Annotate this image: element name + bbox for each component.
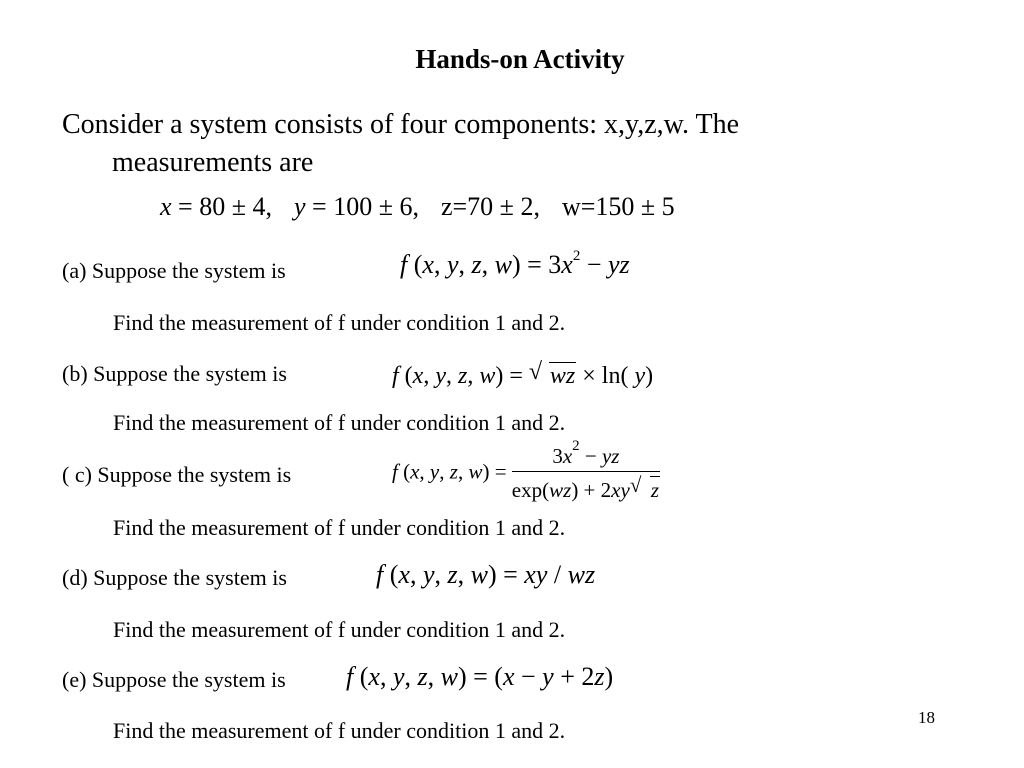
- part-d-label: (d) Suppose the system is: [62, 565, 287, 590]
- part-b-instruction: Find the measurement of f under condition 1 and 2.: [113, 410, 566, 435]
- slide-title: Hands-on Activity: [415, 44, 625, 74]
- part-c-formula: f (x, y, z, w) = $3x^2$ − yz exp(wz) + 2xy √ z: [392, 438, 659, 502]
- part-c-instruction: Find the measurement of f under condition 1 and 2.: [113, 515, 566, 540]
- part-e-instruction: Find the measurement of f under condition 1 and 2.: [113, 718, 566, 743]
- measurements-formula: x = 80 ± 4, y = 100 ± 6, z=70 ± 2, w=150 ± 5: [160, 192, 675, 221]
- part-e-label: (e) Suppose the system is: [62, 667, 286, 692]
- page-number: 18: [918, 708, 935, 727]
- part-d-formula: f (x, y, z, w) = xy / wz: [376, 560, 596, 589]
- part-c-fraction: $3x^2$ − yz exp(wz) + 2xy √ z: [511, 438, 659, 502]
- intro-paragraph: [62, 106, 739, 182]
- part-c-label: ( c) Suppose the system is: [62, 462, 292, 487]
- intro-line-1: Consider a system consists of four components: x,y,z,w. The: [62, 109, 740, 140]
- part-a-label: (a) Suppose the system is: [62, 258, 286, 283]
- part-e-formula: f (x, y, z, w) = (x − y + 2z): [346, 662, 614, 691]
- intro-line-2: measurements are: [112, 147, 314, 178]
- part-a-formula: f (x, y, z, $w) = 3x^2$ − yz: [400, 248, 630, 279]
- part-a-instruction: Find the measurement of f under condition 1 and 2.: [113, 310, 566, 335]
- part-b-formula: f (x, y, z, w) = √ wz × ln( y): [392, 359, 654, 389]
- part-d-instruction: Find the measurement of f under condition 1 and 2.: [113, 617, 566, 642]
- part-b-label: (b) Suppose the system is: [62, 361, 287, 386]
